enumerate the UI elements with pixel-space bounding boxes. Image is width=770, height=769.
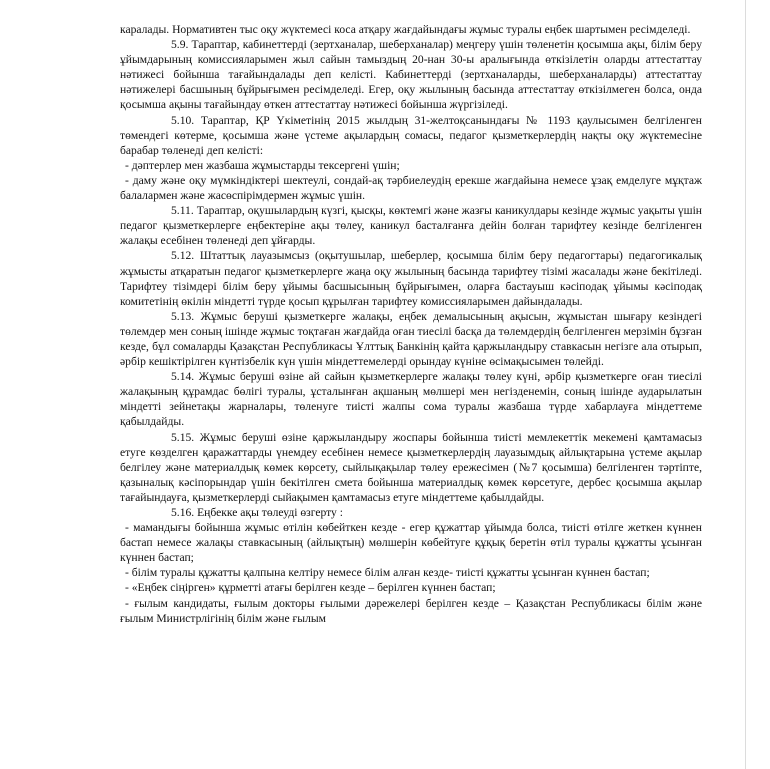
list-item: - білім туралы құжатты қалпына келтіру немесе білім алған кезде- тиісті құжатты ұсынған күннен бастап; xyxy=(125,566,650,580)
list-item: - ғылым кандидаты, ғылым докторы ғылыми дәрежелері берілген кезде – Қазақстан Республикасы білім және ғылым Министрлігінің білім және ғылым xyxy=(120,596,702,625)
paragraph-5-10: 5.10. Тараптар, ҚР Үкіметінің 2015 жылдың 31-желтоқсанындағы № 1193 қаулысымен белгіленген төмендегі көтерме, қосымша және үстеме ақылардың сомасы, педагог қызметкерлердің нақты оқу жүктемесіне барабар төленеді деп келісті: xyxy=(120,113,702,157)
paragraph-continuation: каралады. Нормативтен тыс оқу жүктемесі коса атқару жағдайындағы жұмыс туралы еңбек шартымен ресімделеді. xyxy=(120,23,691,36)
paragraph-5-12: 5.12. Штаттық лауазымсыз (оқытушылар, шеберлер, қосымша білім беру педагогтары) педагогикалық жұмысты атқаратын педагог қызметкерлерге жаңа оқу жылының басында тарифтеу тізімі жасалады және бекітіледі. Тарифтеу тізімдері білім беру ұйымы басшысының бұйрығымен, оларға бастауыш кәсіподақ ұйымы кәсіподақ комитетінің өкілін міндетті түрде қосып құрылған тарифтеу комиссияларымен дайындалады. xyxy=(120,249,702,308)
paragraph-5-13: 5.13. Жұмыс беруші қызметкерге жалақы, еңбек демалысының ақысын, жұмыстан шығару кезіндегі төлемдер мен соның ішінде жұмыс тоқтаған жағдайда оған тиесілі басқа да төлемдердің белгіленген мерзімін бұзған кезде, бұл сомаларды Қазақстан Республикасы Ұлттық Банкінің қайта қаржыландыру ставкасын негізге ала отырып, әрбір кешіктірілген күнтізбелік күн үшін міндеттемелерді орындау күніне өсімақысымен төлейді. xyxy=(120,309,702,369)
paragraph-5-9: 5.9. Тараптар, кабинеттерді (зертханалар, шеберханалар) меңгеру үшін төленетін қосымша ақы, білім беру ұйымдарының комиссияларымен жыл сайын тамыздың 20-нан 30-ы аралығында өткізілетін оларды аттестаттау нәтижесі бойынша тағайындалады деп келісті. Кабинеттерді (зертханаларды, шеберханаларды) аттестаттау нәтижелері басшының бұйрығымен ресімделеді. Егер, оқу жылының басында аттестаттау өткізілмеген болса, онда қосымша ақыны тағайындау өткен аттестаттау нәтижесі бойынша жүргізіледі. xyxy=(120,38,702,112)
paragraph-5-11: 5.11. Тараптар, оқушылардың күзгі, қысқы, көктемгі және жазғы каникулдары кезінде жұмыс уақыты үшін педагог қызметкерлерге еңбектеріне ақы төлеу, каникул басталғанға дейін болған тарифтеу кезінде белгіленген жалақы есебінен төленеді деп ұйғарды. xyxy=(120,204,702,248)
paragraph-5-15: 5.15. Жұмыс беруші өзіне қаржыландыру жоспары бойынша тиісті мемлекеттік мекемені қамтамасыз етуге көзделген қаражаттарды үнемдеу есебінен немесе қызметкерлердің лауазымдық айлықтарына үстеме ақылар белгілеу және материалдық көмек көрсету, сыйлықақылар төлеу ережесімен (№7 қосымша) белгіленген тәртіпте, қазыналық кәсіпорындар үшін бекітілген смета бойынша материалдық көмек көрсетуге, дербес қосымша ақылар тағайындауға, қызметкерлерді сыйақымен қамтамасыз етуге міндеттеме қабылдайды. xyxy=(120,430,702,504)
paragraph-5-14: 5.14. Жұмыс беруші өзіне ай сайын қызметкерлерге жалақы төлеу күні, әрбір қызметкерге оған тиесілі жалақының құрамдас бөлігі туралы, ұсталынған ақшаның мөлшері мен негізденемін, соның ішінде аударылатын міндетті зейнетақы жарналары, төленуге тиісті жалпы сома туралы жазбаша түрде хабарлауға міндеттеме қабылдайды. xyxy=(120,370,702,429)
paragraph-5-16: 5.16. Еңбекке ақы төлеудi өзгерту : xyxy=(171,506,343,519)
document-body xyxy=(120,22,702,626)
list-item: - дәптерлер мен жазбаша жұмыстарды тексергені үшін; xyxy=(125,158,400,172)
page-edge-line xyxy=(745,0,746,769)
list-item: - «Еңбек сіңірген» құрметті атағы берілген кезде – берілген күннен бастап; xyxy=(125,581,496,595)
list-item: - мамандығы бойынша жұмыс өтілін көбейткен кезде - егер құжаттар ұйымда болса, тиісті өтілге жеткен күннен бастап немесе жалақы ставкасының (айлықтың) мөлшерін көбейтуге құқық беретін өтіл туралы құжатты ұсынған күннен бастап; xyxy=(120,521,702,565)
list-item: - даму және оқу мүмкіндіктері шектеулі, сондай-ақ тәрбиелеудің ерекше жағдайына немесе ұзақ емделуге мұқтаж балалармен және жасөспірімдермен жұмыс үшін. xyxy=(120,173,702,203)
